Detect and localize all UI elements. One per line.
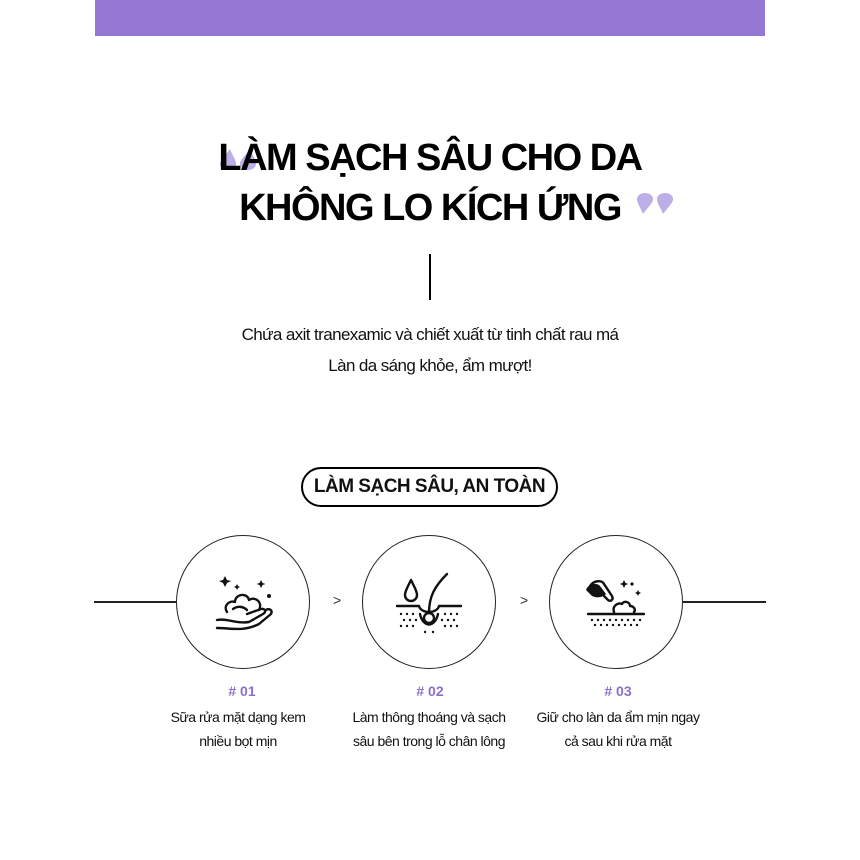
- step-3-number: # 03: [604, 683, 632, 699]
- step-2-line-2: sâu bên trong lỗ chân lông: [352, 733, 505, 749]
- finger-cream-icon: [576, 562, 656, 642]
- pore-drop-icon: [389, 562, 469, 642]
- step-1-description: [138, 705, 338, 753]
- left-line: [94, 601, 178, 603]
- top-accent-bar: [95, 0, 765, 36]
- step-separator-2: >: [520, 592, 529, 608]
- step-2-description: [329, 705, 529, 753]
- step-3-description: [518, 705, 718, 753]
- headline-line-1: LÀM SẠCH SÂU CHO DA: [218, 137, 642, 179]
- subtitle-line-1: Chứa axit tranexamic và chiết xuất từ tinh chất rau má: [241, 325, 619, 344]
- divider-line: [429, 254, 431, 300]
- step-3-circle: [549, 535, 683, 669]
- step-1-number: # 01: [228, 683, 256, 699]
- step-2-circle: [362, 535, 496, 669]
- step-2-line-1: Làm thông thoáng và sạch: [352, 709, 506, 725]
- step-1-circle: [176, 535, 310, 669]
- headline-line-2: KHÔNG LO KÍCH ỨNG: [239, 187, 621, 229]
- close-quote-icon: [633, 192, 675, 216]
- step-3-line-1: Giữ cho làn da ẩm mịn ngay: [536, 709, 700, 725]
- step-separator-1: >: [333, 592, 342, 608]
- right-line: [682, 601, 766, 603]
- step-1-line-1: Sữa rửa mặt dạng kem: [170, 709, 306, 725]
- step-1-line-2: nhiều bọt mịn: [199, 733, 277, 749]
- subtitle-line-2: Làn da sáng khỏe, ẩm mượt!: [328, 356, 532, 375]
- step-3-line-2: cả sau khi rửa mặt: [564, 733, 672, 749]
- feature-badge: LÀM SẠCH SÂU, AN TOÀN: [301, 467, 558, 507]
- foam-hand-icon: [203, 562, 283, 642]
- step-2-number: # 02: [416, 683, 444, 699]
